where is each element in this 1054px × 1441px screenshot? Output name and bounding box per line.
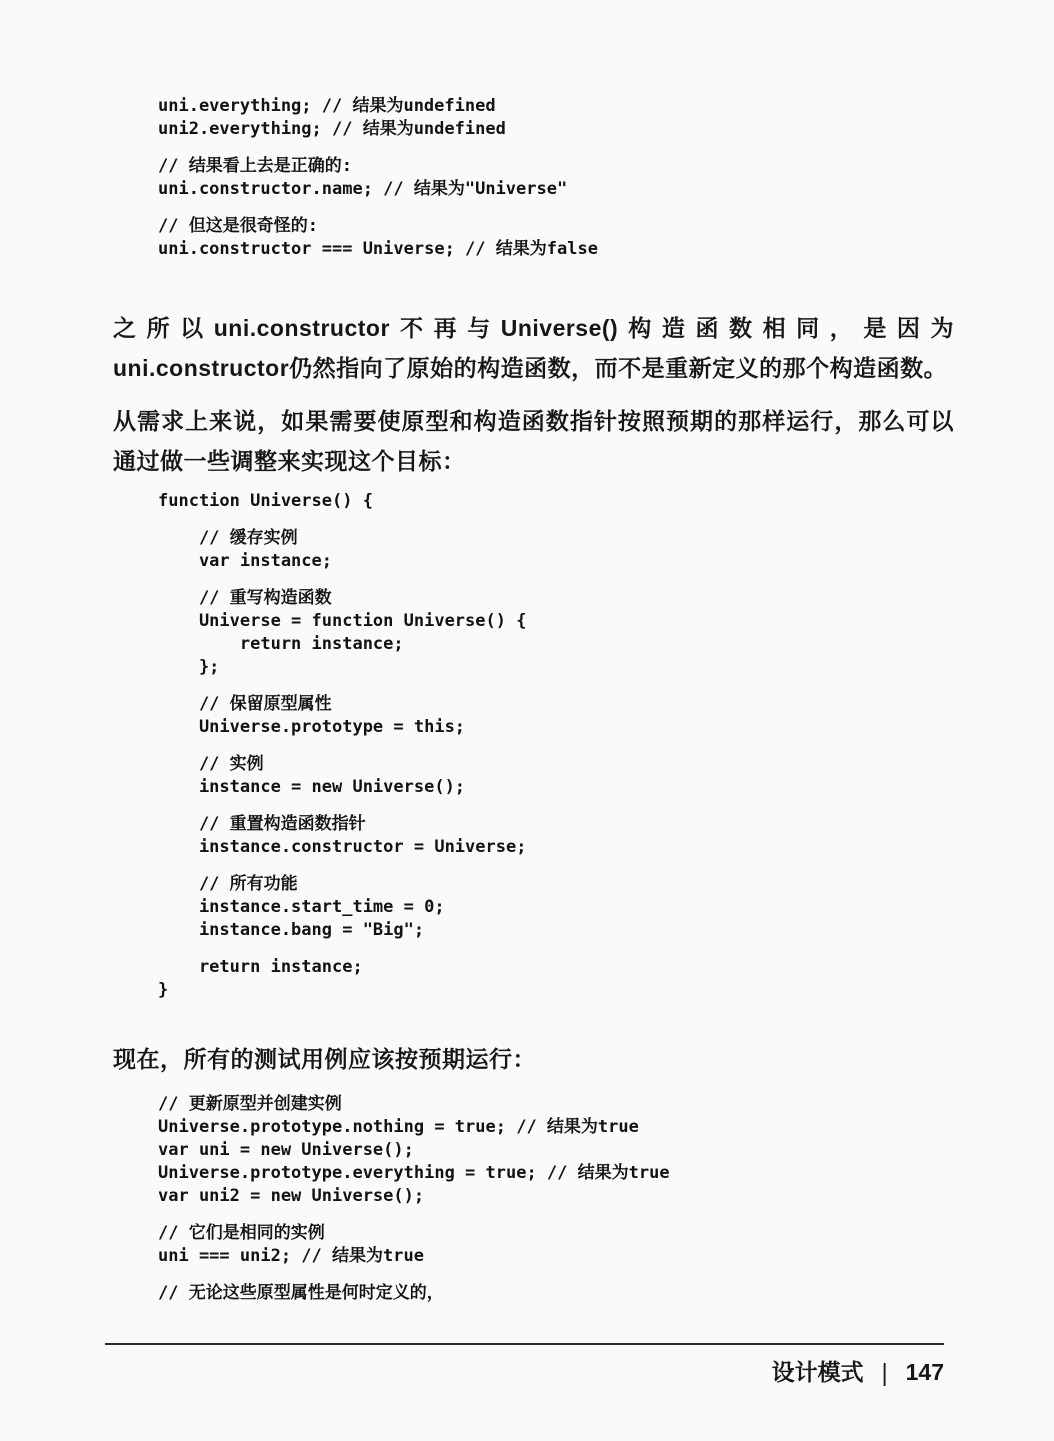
code-line — [158, 141, 954, 155]
code-line — [158, 1268, 954, 1282]
code-block-universe-singleton — [158, 490, 954, 1002]
footer-rule — [105, 1343, 944, 1345]
code-line — [158, 859, 954, 873]
code-line: // 但这是很奇怪的: — [158, 216, 318, 236]
code-line: var uni = new Universe(); — [158, 1140, 414, 1160]
code-line: uni.constructor === Universe; // 结果为false — [158, 239, 598, 259]
code-line: }; — [158, 657, 220, 677]
code-line: // 缓存实例 — [158, 528, 298, 548]
code-line: return instance; — [158, 634, 404, 654]
code-line: // 结果看上去是正确的: — [158, 156, 352, 176]
code-line: Universe.prototype = this; — [158, 717, 466, 737]
code-line: } — [158, 980, 169, 1000]
paragraph-adjustment-intro: 从需求上来说，如果需要使原型和构造函数指针按照预期的那样运行，那么可以通过做一些调整来实现这个目标： — [113, 408, 954, 474]
code-line: instance.constructor = Universe; — [158, 837, 527, 857]
chapter-title: 设计模式 — [771, 1359, 864, 1385]
code-line: uni === uni2; // 结果为true — [158, 1246, 424, 1266]
footer-separator: | — [881, 1357, 888, 1387]
page-number: 147 — [905, 1359, 944, 1385]
code-line — [158, 513, 954, 527]
code-line: uni2.everything; // 结果为undefined — [158, 119, 506, 139]
footer-text — [105, 1354, 944, 1387]
code-block-test-cases — [158, 1093, 954, 1305]
code-line — [158, 201, 954, 215]
code-line: var uni2 = new Universe(); — [158, 1186, 425, 1206]
code-line — [158, 1208, 954, 1222]
code-line: uni.constructor.name; // 结果为"Universe" — [158, 179, 568, 199]
code-line: Universe = function Universe() { — [158, 611, 527, 631]
code-line: instance.start_time = 0; — [158, 897, 445, 917]
code-block-test-results — [158, 95, 954, 261]
code-line: // 更新原型并创建实例 — [158, 1094, 342, 1114]
code-line: // 无论这些原型属性是何时定义的， — [158, 1283, 444, 1303]
code-line — [158, 942, 954, 956]
code-line: function Universe() { — [158, 491, 373, 511]
paragraph-test-cases-intro: 现在，所有的测试用例应该按预期运行： — [113, 1046, 536, 1072]
code-line: Universe.prototype.nothing = true; // 结果为true — [158, 1117, 639, 1137]
code-line: instance = new Universe(); — [158, 777, 466, 797]
code-line: // 所有功能 — [158, 874, 298, 894]
code-line: Universe.prototype.everything = true; // 结果为true — [158, 1163, 670, 1183]
code-line: return instance; — [158, 957, 363, 977]
code-line — [158, 573, 954, 587]
code-line: // 保留原型属性 — [158, 694, 332, 714]
code-line: uni.everything; // 结果为undefined — [158, 96, 496, 116]
code-line — [158, 739, 954, 753]
code-line: // 它们是相同的实例 — [158, 1223, 325, 1243]
code-line — [158, 799, 954, 813]
paragraph-constructor-explanation: 之所以uni.constructor不再与Universe()构造函数相同，是因为uni.constructor仍然指向了原始的构造函数，而不是重新定义的那个构造函数。 — [113, 315, 954, 381]
code-line: // 重置构造函数指针 — [158, 814, 366, 834]
code-line: instance.bang = "Big"; — [158, 920, 425, 940]
code-line: var instance; — [158, 551, 332, 571]
page-footer — [105, 1343, 944, 1387]
code-line: // 重写构造函数 — [158, 588, 332, 608]
code-line — [158, 679, 954, 693]
code-line: // 实例 — [158, 754, 264, 774]
